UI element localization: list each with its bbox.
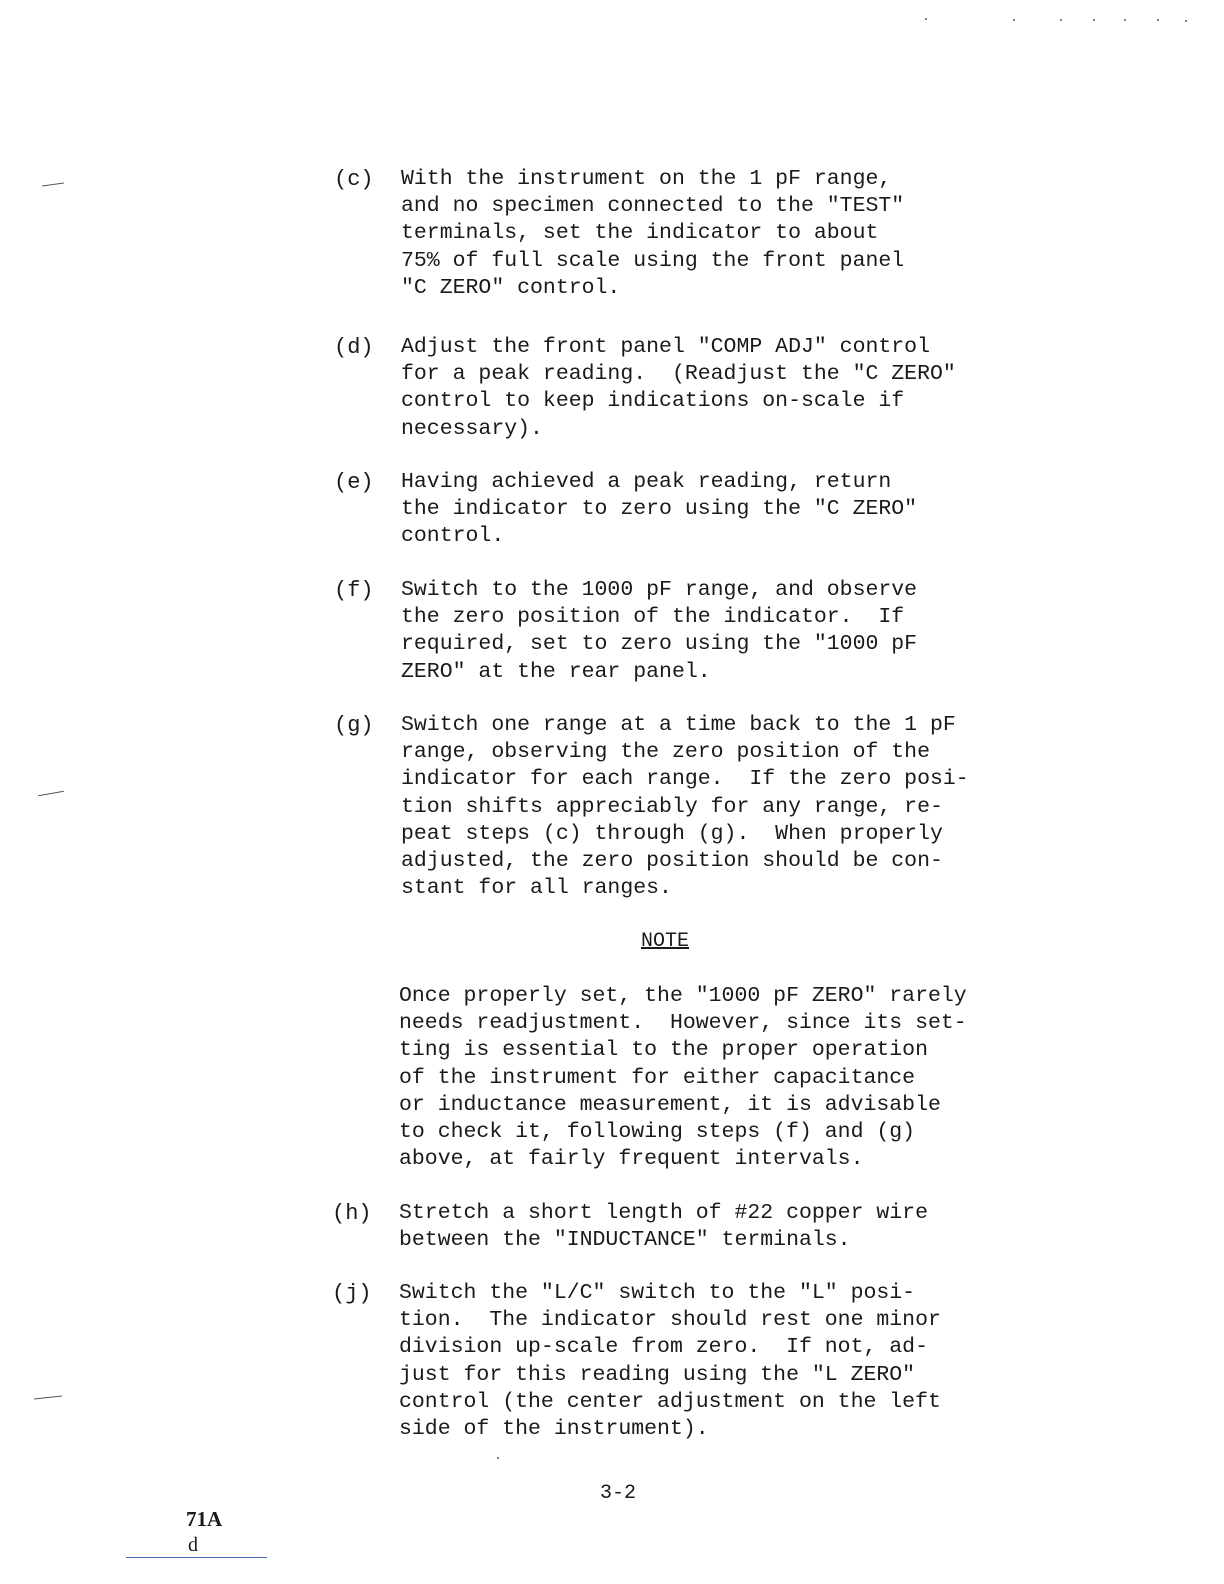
note-line: Once properly set, the "1000 pF ZERO" rarely [399,984,967,1008]
step-line: indicator for each range. If the zero posi- [401,767,969,792]
note-line: above, at fairly frequent intervals. [399,1147,864,1172]
note-heading: NOTE [641,930,690,953]
note-line: or inductance measurement, it is advisable [399,1092,941,1117]
scan-dot [1060,19,1062,21]
step-label: (j) [332,1281,372,1306]
scan-dot [1157,19,1159,21]
step-line: for a peak reading. (Readjust the "C ZERO" [401,362,956,387]
step-line: adjusted, the zero position should be con- [401,849,943,874]
note-line: to check it, following steps (f) and (g) [399,1120,916,1145]
step-line: side of the instrument). [399,1417,709,1442]
step-line: Having achieved a peak reading, return [401,470,892,494]
step-text [401,166,1041,302]
step-line: peat steps (c) through (g). When properly [401,821,943,846]
step-line: Switch the "L/C" switch to the "L" posi- [399,1281,916,1305]
step-label: (g) [334,713,374,738]
step-line: necessary). [401,416,543,441]
scan-dot [1185,20,1187,22]
document-code-suffix: d [188,1534,198,1556]
step-line: stant for all ranges. [401,876,672,901]
step-label: (d) [334,335,374,360]
step-text [401,334,1041,443]
step-line: "C ZERO" control. [401,275,621,300]
step-line: control to keep indications on-scale if [401,389,905,414]
step-line: control. [401,524,505,549]
step-label: (c) [334,167,374,192]
scan-dot [925,18,927,20]
step-text [401,577,1041,686]
scan-dot [1093,19,1095,21]
step-label: (e) [334,470,374,495]
step-line: terminals, set the indicator to about [401,221,879,246]
step-line: and no specimen connected to the "TEST" [401,194,905,219]
step-line: 75% of full scale using the front panel [401,248,905,273]
page-number: 3-2 [600,1482,637,1505]
step-line: With the instrument on the 1 pF range, [401,167,892,191]
note-text [399,983,1059,1173]
step-line: division up-scale from zero. If not, ad- [399,1335,928,1360]
note-line: needs readjustment. However, since its set- [399,1011,967,1036]
step-line: the indicator to zero using the "C ZERO" [401,497,918,522]
step-text [399,1280,1039,1443]
step-line: range, observing the zero position of the [401,740,930,765]
step-label: (f) [334,578,374,603]
step-line: just for this reading using the "L ZERO" [399,1362,916,1387]
scan-dot [1124,19,1126,21]
step-line: Switch to the 1000 pF range, and observe [401,578,918,602]
scan-mark [38,791,64,796]
scan-mark [34,1396,62,1400]
step-line: required, set to zero using the "1000 pF [401,632,918,657]
scan-dot [1013,19,1015,21]
scan-mark [42,182,64,186]
footer-rule [126,1557,267,1558]
note-line: ting is essential to the proper operation [399,1038,928,1063]
step-line: tion. The indicator should rest one minor [399,1308,941,1333]
step-line: between the "INDUCTANCE" terminals. [399,1228,851,1253]
step-text [399,1200,1039,1254]
step-line: control (the center adjustment on the left [399,1389,941,1414]
step-line: Adjust the front panel "COMP ADJ" control [401,335,930,359]
step-line: Stretch a short length of #22 copper wire [399,1201,928,1225]
step-line: tion shifts appreciably for any range, re- [401,794,943,819]
note-line: of the instrument for either capacitance [399,1065,916,1090]
step-line: the zero position of the indicator. If [401,605,905,630]
document-code: 71A [186,1507,223,1531]
step-line: ZERO" at the rear panel. [401,659,711,684]
scan-dot [497,1457,499,1459]
step-label: (h) [332,1201,372,1226]
step-text [401,469,1041,551]
step-line: Switch one range at a time back to the 1 pF [401,713,956,737]
step-text [401,712,1041,902]
